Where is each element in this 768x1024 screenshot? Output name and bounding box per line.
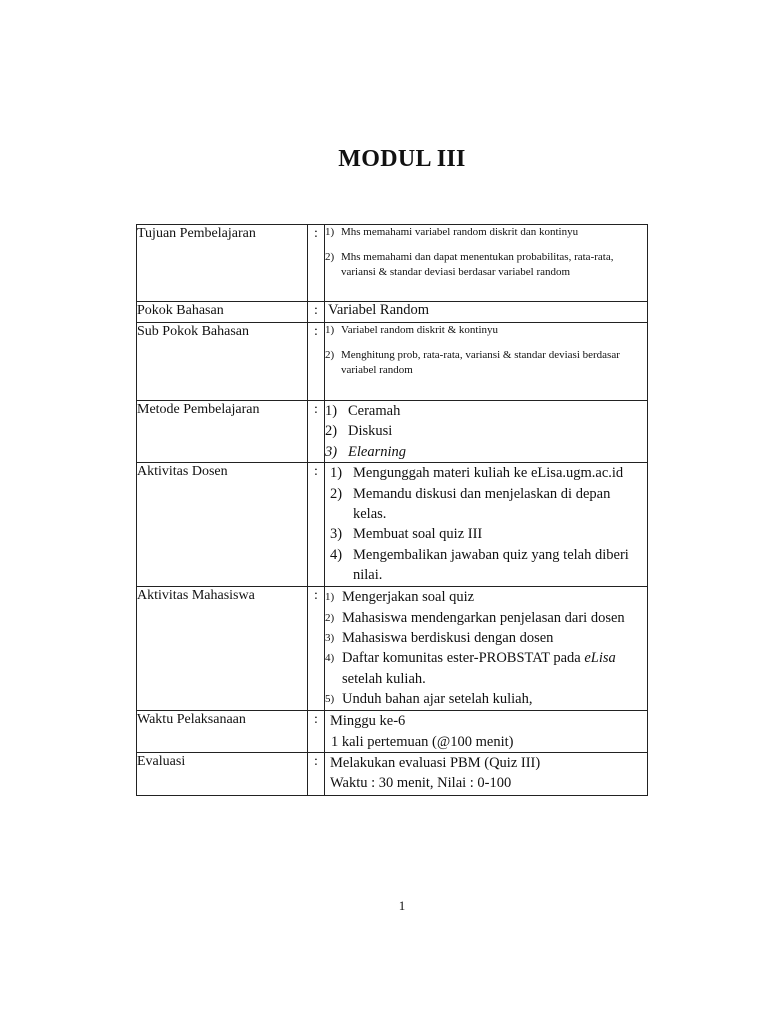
text-line: Waktu : 30 menit, Nilai : 0-100	[330, 775, 512, 792]
item-number: 1)	[325, 403, 338, 419]
row-content	[325, 711, 648, 753]
row-label: Waktu Pelaksanaan	[137, 711, 308, 753]
item-number: 3)	[325, 443, 338, 460]
item-number: 3)	[325, 632, 335, 645]
item-text: Mhs memahami dan dapat menentukan probabilitas, rata-rata, variansi & standar deviasi berdasar variabel random	[341, 251, 614, 278]
row-tujuan	[137, 225, 648, 302]
item-text: Elearning	[348, 443, 406, 460]
row-pokok	[137, 302, 648, 323]
item-number: 2)	[325, 251, 335, 263]
list-item	[325, 348, 647, 378]
row-label: Pokok Bahasan	[137, 302, 308, 323]
row-value: Variabel Random	[328, 302, 430, 318]
colon: :	[308, 587, 325, 711]
item-number: 2)	[325, 349, 335, 361]
row-content	[325, 753, 648, 796]
item-text: Memandu diskusi dan menjelaskan di depan kelas.	[353, 485, 611, 523]
list-item	[325, 442, 647, 462]
item-number: 1)	[330, 465, 343, 482]
list-item	[325, 648, 647, 689]
text-line: Minggu ke-6	[330, 713, 406, 730]
row-dosen	[137, 463, 648, 587]
text-line: Melakukan evaluasi PBM (Quiz III)	[330, 755, 541, 772]
row-evaluasi	[137, 753, 648, 796]
row-label: Metode Pembelajaran	[137, 401, 308, 463]
row-content	[325, 463, 648, 587]
item-text: Mengunggah materi kuliah ke eLisa.ugm.ac.id	[353, 465, 624, 482]
item-number: 2)	[330, 485, 343, 502]
item-text	[342, 648, 647, 689]
module-table	[136, 224, 648, 796]
list-item	[325, 545, 647, 586]
row-waktu	[137, 711, 648, 753]
item-number: 1)	[325, 591, 335, 604]
colon: :	[308, 753, 325, 796]
item-number: 1)	[325, 324, 335, 336]
list-item	[325, 401, 647, 421]
item-text: Mengerjakan soal quiz	[342, 589, 475, 606]
item-number: 2)	[325, 423, 338, 440]
colon: :	[308, 463, 325, 587]
row-label: Sub Pokok Bahasan	[137, 323, 308, 401]
colon: :	[308, 302, 325, 323]
item-text: Mahasiswa berdiskusi dengan dosen	[342, 630, 554, 647]
item-text: Diskusi	[348, 423, 393, 440]
row-sub-pokok	[137, 323, 648, 401]
colon: :	[308, 225, 325, 302]
row-content	[325, 401, 648, 463]
row-content	[325, 323, 648, 401]
colon: :	[308, 401, 325, 463]
item-number: 3)	[330, 526, 343, 543]
list-item	[325, 225, 647, 240]
row-content	[325, 302, 648, 323]
list-item	[325, 628, 647, 648]
item-number: 5)	[325, 693, 335, 706]
page-number: 1	[398, 898, 406, 913]
elisa-name: eLisa	[584, 650, 616, 667]
item-text: Ceramah	[348, 403, 401, 419]
row-content	[325, 225, 648, 302]
row-label: Tujuan Pembelajaran	[137, 225, 308, 302]
list-item	[325, 250, 647, 280]
colon: :	[308, 323, 325, 401]
item-number: 2)	[325, 611, 335, 624]
item-number: 1)	[325, 226, 335, 238]
item-text: Variabel random diskrit & kontinyu	[341, 324, 499, 336]
item-text: Membuat soal quiz III	[353, 526, 483, 543]
text-line: 1 kali pertemuan (@100 menit)	[331, 733, 514, 750]
list-item	[325, 689, 647, 709]
list-item	[325, 323, 647, 338]
item-text: Menghitung prob, rata-rata, variansi & standar deviasi berdasar variabel random	[341, 349, 620, 376]
item-text-part: setelah kuliah.	[342, 670, 426, 687]
list-item	[325, 524, 647, 544]
item-text: Mhs memahami variabel random diskrit dan kontinyu	[341, 226, 579, 238]
item-text: Unduh bahan ajar setelah kuliah,	[342, 691, 533, 708]
module-title: MODUL III	[338, 146, 466, 172]
row-label: Aktivitas Mahasiswa	[137, 587, 308, 711]
row-content	[325, 587, 648, 711]
list-item	[325, 484, 647, 525]
row-mahasiswa	[137, 587, 648, 711]
item-text: Mengembalikan jawaban quiz yang telah diberi nilai.	[353, 546, 629, 584]
colon: :	[308, 711, 325, 753]
row-label: Evaluasi	[137, 753, 308, 796]
list-item	[325, 587, 647, 607]
item-text: Mahasiswa mendengarkan penjelasan dari dosen	[342, 609, 625, 626]
item-text-part: Daftar komunitas ester-PROBSTAT pada	[342, 650, 585, 667]
row-label: Aktivitas Dosen	[137, 463, 308, 587]
row-metode	[137, 401, 648, 463]
list-item	[325, 421, 647, 441]
list-item	[325, 463, 647, 483]
item-number: 4)	[325, 652, 335, 665]
item-number: 4)	[330, 546, 343, 563]
list-item	[325, 608, 647, 628]
